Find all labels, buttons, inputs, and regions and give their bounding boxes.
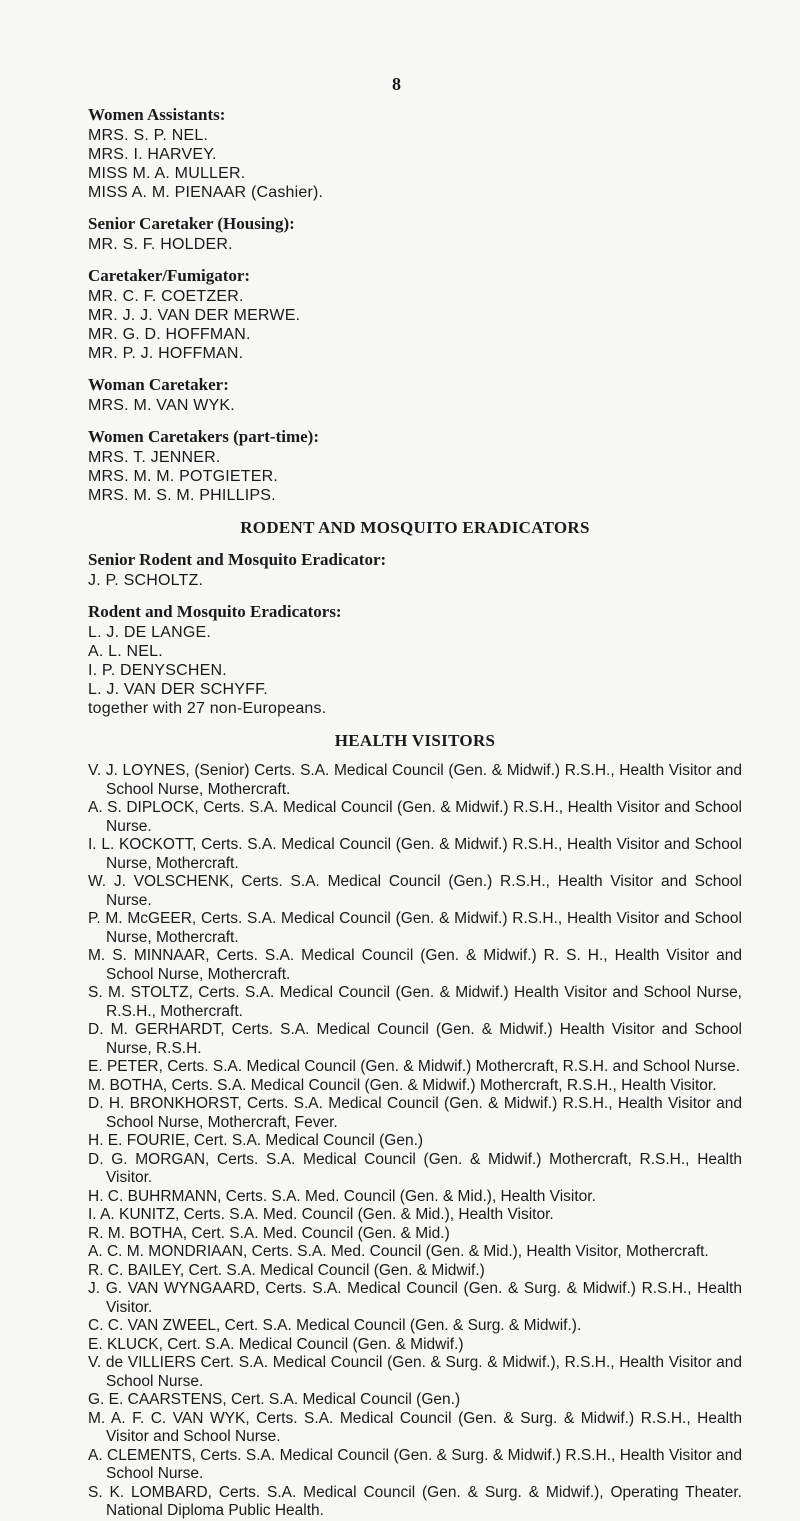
health-visitor-entry: A. S. DIPLOCK, Certs. S.A. Medical Council (Gen. & Midwif.) R.S.H., Health Visitor and School Nurse. (88, 799, 742, 835)
staff-list (88, 104, 742, 505)
staff-name: MR. C. F. COETZER. (88, 288, 244, 305)
staff-name: MISS A. M. PIENAAR (Cashier). (88, 184, 324, 201)
health-visitor-entry: D. H. BRONKHORST, Certs. S.A. Medical Council (Gen. & Midwif.) R.S.H., Health Visitor and School Nurse, Mothercraft, Fever. (88, 1095, 742, 1131)
staff-section (88, 549, 742, 590)
health-visitor-entry: D. M. GERHARDT, Certs. S.A. Medical Council (Gen. & Midwif.) Health Visitor and School Nurse, R.S.H. (88, 1021, 742, 1057)
health-visitor-entry: R. M. BOTHA, Cert. S.A. Med. Council (Gen. & Mid.) (88, 1224, 450, 1242)
health-visitor-entry: R. C. BAILEY, Cert. S.A. Medical Council (Gen. & Midwif.) (88, 1261, 485, 1279)
section-heading: Women Assistants: (88, 105, 226, 124)
rodent-section-title: RODENT AND MOSQUITO ERADICATORS (240, 518, 590, 537)
health-visitor-entry: C. C. VAN ZWEEL, Cert. S.A. Medical Council (Gen. & Surg. & Midwif.). (88, 1317, 582, 1334)
health-visitor-entry: M. A. F. C. VAN WYK, Certs. S.A. Medical Council (Gen. & Surg. & Midwif.) R.S.H., Health Visitor and School Nurse. (88, 1409, 742, 1445)
staff-section (88, 265, 742, 363)
staff-name: MRS. M. S. M. PHILLIPS. (88, 487, 276, 504)
page-number: 8 (392, 74, 401, 94)
staff-section (88, 213, 742, 254)
section-heading: Senior Rodent and Mosquito Eradicator: (88, 550, 387, 569)
staff-name: J. P. SCHOLTZ. (88, 572, 204, 589)
section-heading: Women Caretakers (part-time): (88, 427, 320, 446)
health-visitor-entry: E. PETER, Certs. S.A. Medical Council (Gen. & Midwif.) Mothercraft, R.S.H. and School Nurse. (88, 1058, 741, 1075)
staff-name: MRS. T. JENNER. (88, 449, 221, 466)
staff-section (88, 374, 742, 415)
health-visitor-entry: W. J. VOLSCHENK, Certs. S.A. Medical Council (Gen.) R.S.H., Health Visitor and School Nurse. (88, 873, 742, 909)
health-visitor-entry: H. C. BUHRMANN, Certs. S.A. Med. Council (Gen. & Mid.), Health Visitor. (88, 1187, 596, 1205)
health-visitor-entry: S. M. STOLTZ, Certs. S.A. Medical Council (Gen. & Midwif.) Health Visitor and School Nurse, R.S.H., Mothercraft. (88, 984, 742, 1020)
health-visitors-title: HEALTH VISITORS (334, 731, 496, 750)
health-visitor-entry: I. A. KUNITZ, Certs. S.A. Med. Council (Gen. & Mid.), Health Visitor. (88, 1206, 554, 1223)
health-visitor-entry: P. M. McGEER, Certs. S.A. Medical Council (Gen. & Midwif.) R.S.H., Health Visitor and School Nurse, Mothercraft. (88, 910, 742, 946)
staff-name: MRS. I. HARVEY. (88, 146, 217, 163)
staff-name: MRS. M. M. POTGIETER. (88, 468, 278, 485)
health-visitor-entry: V. J. LOYNES, (Senior) Certs. S.A. Medical Council (Gen. & Midwif.) R.S.H., Health Visitor and School Nurse, Mothercraft. (88, 762, 742, 798)
health-visitor-entry: H. E. FOURIE, Cert. S.A. Medical Council (Gen.) (88, 1132, 424, 1149)
health-visitor-entry: G. E. CAARSTENS, Cert. S.A. Medical Council (Gen.) (88, 1391, 461, 1408)
health-visitor-entry: D. G. MORGAN, Certs. S.A. Medical Council (Gen. & Midwif.) Mothercraft, R.S.H., Health Visitor. (88, 1150, 742, 1186)
section-heading: Woman Caretaker: (88, 375, 229, 394)
staff-section (88, 601, 742, 718)
content-column (88, 104, 742, 1521)
staff-section (88, 104, 742, 202)
health-visitor-entry: M. BOTHA, Certs. S.A. Medical Council (Gen. & Midwif.) Mothercraft, R.S.H., Health Visitor. (88, 1076, 717, 1094)
section-heading: Senior Caretaker (Housing): (88, 214, 295, 233)
health-visitor-entry: A. C. M. MONDRIAAN, Certs. S.A. Med. Council (Gen. & Mid.), Health Visitor, Mothercraft. (88, 1243, 709, 1260)
staff-name: together with 27 non-Europeans. (88, 700, 327, 717)
staff-name: I. P. DENYSCHEN. (88, 662, 227, 679)
section-heading: Caretaker/Fumigator: (88, 266, 251, 285)
staff-name: MR. G. D. HOFFMAN. (88, 326, 251, 343)
staff-name: MISS M. A. MULLER. (88, 165, 246, 182)
health-visitor-entry: M. S. MINNAAR, Certs. S.A. Medical Council (Gen. & Midwif.) R. S. H., Health Visitor and School Nurse, Mothercraft. (88, 947, 742, 983)
staff-name: MR. S. F. HOLDER. (88, 236, 233, 253)
health-visitor-entry: J. G. VAN WYNGAARD, Certs. S.A. Medical Council (Gen. & Surg. & Midwif.) R.S.H., Health Visitor. (88, 1280, 742, 1316)
staff-name: A. L. NEL. (88, 643, 163, 660)
staff-section (88, 426, 742, 505)
health-visitors-list (88, 762, 742, 1521)
health-visitor-entry: V. de VILLIERS Cert. S.A. Medical Council (Gen. & Surg. & Midwif.), R.S.H., Health Visitor and School Nurse. (88, 1354, 742, 1390)
health-visitor-entry: S. K. LOMBARD, Certs. S.A. Medical Council (Gen. & Surg. & Midwif.), Operating Theater. National Diploma Public Health. (88, 1483, 742, 1519)
health-visitor-entry: A. CLEMENTS, Certs. S.A. Medical Council (Gen. & Surg. & Midwif.) R.S.H., Health Visitor and School Nurse. (88, 1446, 742, 1482)
health-visitor-entry: E. KLUCK, Cert. S.A. Medical Council (Gen. & Midwif.) (88, 1335, 464, 1353)
staff-name: MR. P. J. HOFFMAN. (88, 345, 244, 362)
staff-name: MR. J. J. VAN DER MERWE. (88, 307, 301, 324)
section-heading: Rodent and Mosquito Eradicators: (88, 602, 342, 621)
health-visitor-entry: I. L. KOCKOTT, Certs. S.A. Medical Council (Gen. & Midwif.) R.S.H., Health Visitor and School Nurse, Mothercraft. (88, 836, 742, 872)
rodent-staff-list (88, 549, 742, 718)
staff-name: MRS. S. P. NEL. (88, 127, 209, 144)
staff-name: MRS. M. VAN WYK. (88, 397, 235, 414)
staff-name: L. J. VAN DER SCHYFF. (88, 681, 268, 698)
staff-name: L. J. DE LANGE. (88, 624, 212, 641)
